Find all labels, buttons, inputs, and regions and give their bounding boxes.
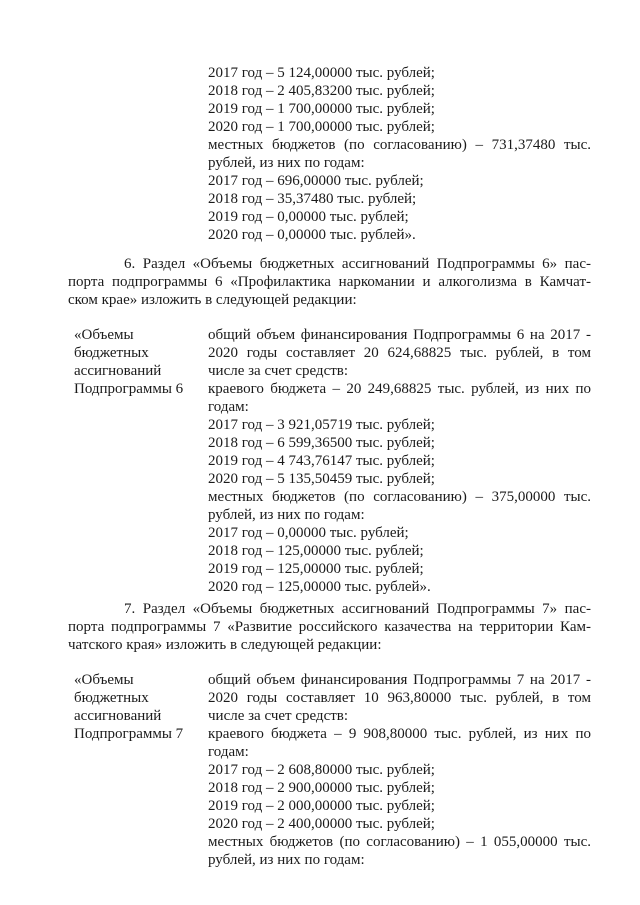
value-line: общий объем финансирования Подпрограммы 7 на 2017 - [208, 672, 591, 688]
label-line: ассигнований [74, 363, 162, 379]
value-line: 2019 год – 125,00000 тыс. рублей; [208, 561, 424, 577]
label-line: ассигнований [74, 708, 162, 724]
value-line: 2020 год – 2 400,00000 тыс. рублей; [208, 816, 435, 832]
value-line: числе за счет средств: [208, 708, 349, 724]
section-7-label [74, 671, 199, 743]
paragraph-line: порта подпрограммы 7 «Развитие российского казачества на территории Кам- [68, 619, 591, 635]
value-line: местных бюджетов (по согласованию) – 375,00000 тыс. [208, 489, 591, 505]
value-line: 2018 год – 6 599,36500 тыс. рублей; [208, 435, 435, 451]
value-line: краевого бюджета – 9 908,80000 тыс. рублей, из них по [208, 726, 591, 742]
paragraph-line: 6. Раздел «Объемы бюджетных ассигнований Подпрограммы 6» пас- [124, 256, 591, 272]
continued-funding-list [208, 64, 591, 244]
value-line: 2018 год – 125,00000 тыс. рублей; [208, 543, 424, 559]
list-item: 2018 год – 2 405,83200 тыс. рублей; [208, 83, 435, 99]
list-item: 2020 год – 0,00000 тыс. рублей». [208, 227, 416, 243]
value-line: 2020 год – 5 135,50459 тыс. рублей; [208, 471, 435, 487]
list-item: 2019 год – 0,00000 тыс. рублей; [208, 209, 409, 225]
paragraph-line: чатского края» изложить в следующей редакции: [68, 637, 382, 653]
value-line: рублей, из них по годам: [208, 852, 365, 868]
list-item: местных бюджетов (по согласованию) – 731,37480 тыс. [208, 137, 591, 153]
value-line: местных бюджетов (по согласованию) – 1 055,00000 тыс. [208, 834, 591, 850]
value-line: общий объем финансирования Подпрограммы 6 на 2017 - [208, 327, 591, 343]
value-line: числе за счет средств: [208, 363, 349, 379]
section-6-values [208, 326, 591, 596]
list-item: 2017 год – 5 124,00000 тыс. рублей; [208, 65, 435, 81]
value-line: 2020 годы составляет 20 624,68825 тыс. рублей, в том [208, 345, 591, 361]
value-line: рублей, из них по годам: [208, 507, 365, 523]
value-line: 2017 год – 3 921,05719 тыс. рублей; [208, 417, 435, 433]
section-6-intro [68, 255, 591, 309]
list-item: 2017 год – 696,00000 тыс. рублей; [208, 173, 424, 189]
label-line: Подпрограммы 7 [74, 726, 184, 742]
list-item: 2020 год – 1 700,00000 тыс. рублей; [208, 119, 435, 135]
paragraph-line: порта подпрограммы 6 «Профилактика наркомании и алкоголизма в Камчат- [68, 274, 591, 290]
value-line: 2019 год – 2 000,00000 тыс. рублей; [208, 798, 435, 814]
label-line: бюджетных [74, 345, 149, 361]
list-item: 2019 год – 1 700,00000 тыс. рублей; [208, 101, 435, 117]
section-7-intro [68, 600, 591, 654]
label-line: бюджетных [74, 690, 149, 706]
value-line: 2017 год – 0,00000 тыс. рублей; [208, 525, 409, 541]
value-line: 2017 год – 2 608,80000 тыс. рублей; [208, 762, 435, 778]
label-line: «Объемы [74, 327, 134, 343]
label-line: Подпрограммы 6 [74, 381, 184, 397]
value-line: годам: [208, 744, 249, 760]
section-6-label [74, 326, 199, 398]
value-line: 2020 год – 125,00000 тыс. рублей». [208, 579, 431, 595]
list-item: рублей, из них по годам: [208, 155, 365, 171]
paragraph-line: ском крае» изложить в следующей редакции: [68, 292, 357, 308]
value-line: годам: [208, 399, 249, 415]
value-line: краевого бюджета – 20 249,68825 тыс. рублей, из них по [208, 381, 591, 397]
list-item: 2018 год – 35,37480 тыс. рублей; [208, 191, 417, 207]
value-line: 2018 год – 2 900,00000 тыс. рублей; [208, 780, 435, 796]
label-line: «Объемы [74, 672, 134, 688]
paragraph-line: 7. Раздел «Объемы бюджетных ассигнований Подпрограммы 7» пас- [124, 601, 591, 617]
section-7-values [208, 671, 591, 869]
value-line: 2019 год – 4 743,76147 тыс. рублей; [208, 453, 435, 469]
value-line: 2020 годы составляет 10 963,80000 тыс. рублей, в том [208, 690, 591, 706]
